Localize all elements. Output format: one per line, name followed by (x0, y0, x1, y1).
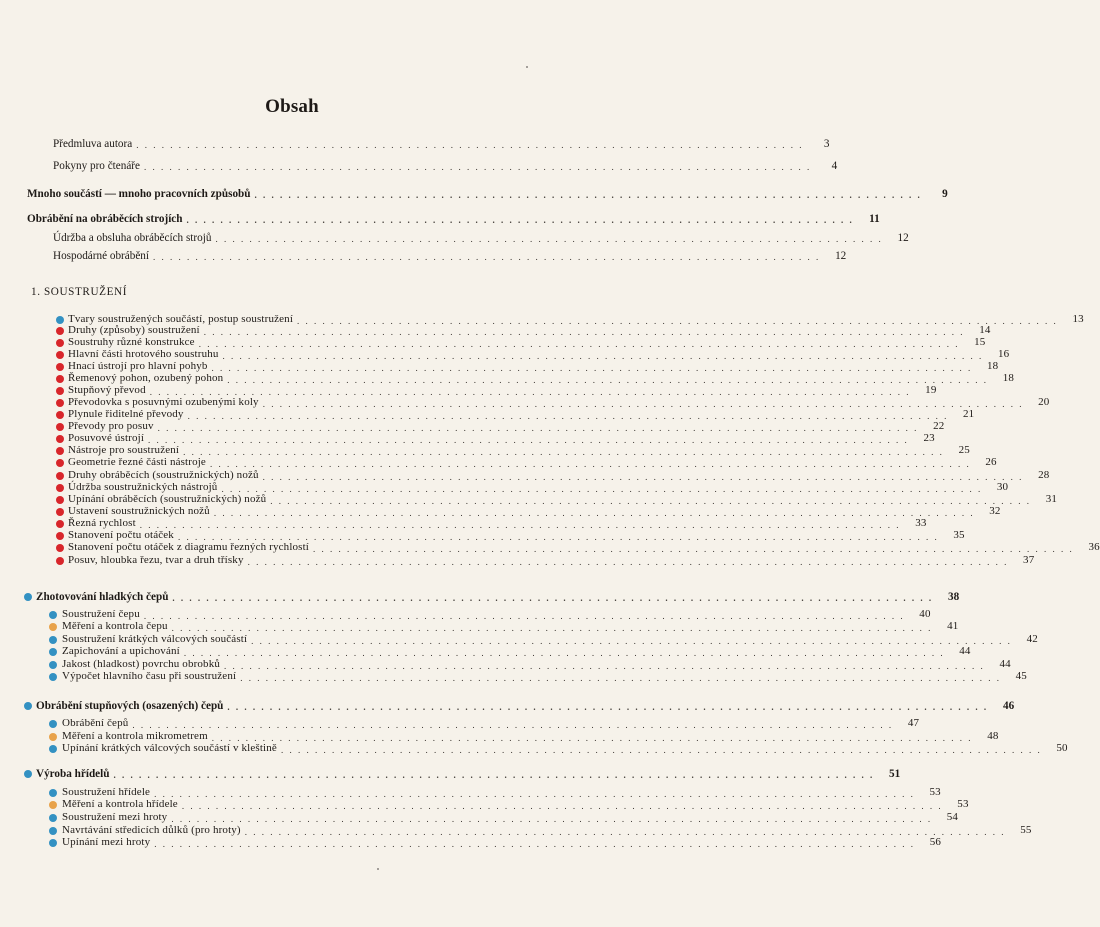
toc-entry[interactable] (68, 554, 1035, 567)
bullet-dot-icon (24, 702, 32, 710)
dot-leader: . . . . . . . . . . . . . . . . . . . . . . . . . . . . . . . . . . . . . . . . . . . . . . . . . . . . . . . . . . . . . . . . . . . . . . . . . . . . . . . . . . . . . . . . . . (177, 531, 939, 542)
toc-entry-page: 53 (929, 786, 941, 798)
toc-entry-label: Upínání krátkých válcových součástí v kleštině (62, 742, 277, 754)
bullet-dot-icon (49, 611, 57, 619)
toc-entry-page: 50 (1056, 742, 1068, 754)
toc-entry-page: 30 (996, 481, 1009, 493)
toc-entry-label: Soustružení hřídele (62, 786, 151, 798)
toc-entry-label: Zhotovování hladkých čepů (36, 591, 169, 603)
toc-entry-label: Hlavní části hrotového soustruhu (68, 348, 219, 360)
toc-entry-label: Převodovka s posuvnými ozubenými koly (68, 396, 259, 408)
toc-entry-label: Soustružení krátkých válcových součástí (62, 633, 248, 645)
dot-leader: . . . . . . . . . . . . . . . . . . . . . . . . . . . . . . . . . . . . . . . . . . . . . . . . . . . . . . . . . . . . . . . . . . . . . . . . . . . . . . . . . . . . . . . . . . (154, 788, 915, 799)
toc-entry-label: Výpočet hlavního času při soustružení (62, 670, 237, 682)
toc-entry-label: Upínání mezi hroty (62, 836, 151, 848)
toc-entry-page: 54 (946, 811, 959, 823)
bullet-dot-icon (56, 544, 64, 552)
toc-entry[interactable] (53, 160, 838, 172)
dot-leader: . . . . . . . . . . . . . . . . . . . . . . . . . . . . . . . . . . . . . . . . . . . . . . . . . . . . . . . . . . . . . . . . . . . . . . . . . . . . . . . . . . . . . . . . . . (211, 732, 973, 743)
bullet-dot-icon (49, 789, 57, 797)
print-speck (377, 868, 379, 870)
bullet-dot-icon (56, 375, 64, 383)
dot-leader: . . . . . . . . . . . . . . . . . . . . . . . . . . . . . . . . . . . . . . . . . . . . . . . . . . . . . . . . . . . . . . . . . . . . . . . . . . . . . . . . . . . . . . . . . . (203, 326, 965, 337)
dot-leader: . . . . . . . . . . . . . . . . . . . . . . . . . . . . . . . . . . . . . . . . . . . . . . . . . . . . . . . . . . . . . . . . . . . . . . . . . . . . . . . . . . . . . . . . . . (280, 744, 1042, 755)
dot-leader: . . . . . . . . . . . . . . . . . . . . . . . . . . . . . . . . . . . . . . . . . . . . . . . . . . . . . . . . . . . . . . . . . . . . . . . . . . . . . . . . . . . . . . . . . . (227, 374, 989, 385)
toc-entry[interactable] (68, 408, 975, 421)
toc-entry-label: Tvary soustružených součástí, postup soustružení (68, 313, 294, 325)
toc-entry-label: Hospodárné obrábění (53, 250, 149, 262)
toc-entry[interactable] (62, 645, 971, 658)
bullet-dot-icon (56, 472, 64, 480)
toc-entry-label: Stanovení počtu otáček z diagramu řezných rychlostí (68, 541, 310, 553)
toc-entry-label: Soustružení čepu (62, 608, 140, 620)
toc-entry[interactable] (62, 742, 1068, 755)
toc-entry[interactable] (62, 658, 1011, 671)
toc-entry[interactable] (36, 768, 901, 780)
bullet-dot-icon (49, 827, 57, 835)
toc-entry-page: 4 (831, 160, 838, 172)
toc-entry-page: 23 (923, 432, 935, 444)
toc-entry[interactable] (53, 232, 909, 244)
toc-entry[interactable] (68, 529, 965, 542)
toc-entry-page: 53 (957, 798, 969, 810)
bullet-dot-icon (24, 593, 32, 601)
toc-entry[interactable] (68, 324, 991, 337)
toc-entry[interactable] (68, 481, 1009, 494)
toc-entry-page: 13 (1072, 313, 1084, 325)
bullet-dot-icon (49, 839, 57, 847)
toc-entry[interactable] (68, 505, 1001, 518)
bullet-dot-icon (56, 363, 64, 371)
dot-leader: . . . . . . . . . . . . . . . . . . . . . . . . . . . . . . . . . . . . . . . . . . . . . . . . . . . . . . . . . . . . . . . . . . . . . . . . . . . . . . . . . . . . . . . . . . (313, 543, 1074, 554)
bullet-dot-icon (49, 814, 57, 822)
bullet-dot-icon (56, 435, 64, 443)
toc-entry-label: Soustruhy různé konstrukce (68, 336, 195, 348)
toc-entry-page: 21 (963, 408, 975, 420)
toc-entry-label: Předmluva autora (53, 138, 133, 150)
toc-entry[interactable] (68, 372, 1015, 385)
dot-leader: . . . . . . . . . . . . . . . . . . . . . . . . . . . . . . . . . . . . . . . . . . . . . . . . . . . . . . . . . . . . . . . . . . . . . . . . . . . . . . . . . . . . . . . . . . (222, 350, 984, 361)
dot-leader: . . . . . . . . . . . . . . . . . . . . . . . . . . . . . . . . . . . . . . . . . . . . . . . . . . . . . . . . . . . . . . . . . . . . . . . . . . . . . . . . . . . . . . . . . . (221, 483, 983, 494)
toc-entry-label: Měření a kontrola mikrometrem (62, 730, 208, 742)
toc-entry-page: 32 (989, 505, 1001, 517)
bullet-dot-icon (49, 673, 57, 681)
toc-entry[interactable] (68, 541, 1100, 554)
toc-entry-label: Údržba soustružnických nástrojů (68, 481, 218, 493)
toc-entry-page: 12 (897, 232, 909, 244)
toc-entry-label: Obrábění na obráběcích strojích (27, 213, 183, 225)
bullet-dot-icon (49, 623, 57, 631)
toc-entry-label: Obrábění čepů (62, 717, 129, 729)
dot-leader: . . . . . . . . . . . . . . . . . . . . . . . . . . . . . . . . . . . . . . . . . . . . . . . . . . . . . . . . . . . . . . . . . . . . . . . . . . . . . . . . . . . . . . . . . . (172, 593, 934, 603)
bullet-dot-icon (56, 459, 64, 467)
dot-leader: . . . . . . . . . . . . . . . . . . . . . . . . . . . . . . . . . . . . . . . . . . . . . . . . . . . . . . . . . . . . . . . . . . . . . . . . . . . . . . . (153, 252, 821, 262)
toc-entry[interactable] (62, 811, 959, 824)
dot-leader: . . . . . . . . . . . . . . . . . . . . . . . . . . . . . . . . . . . . . . . . . . . . . . . . . . . . . . . . . . . . . . . . . . . . . . . . . . . . . . . . . . . . . . . . . . (270, 495, 1032, 506)
chapter-heading[interactable]: 1. SOUSTRUŽENÍ (31, 286, 128, 298)
toc-entry-label: Údržba a obsluha obráběcích strojů (53, 232, 212, 244)
toc-entry-page: 38 (947, 591, 960, 603)
dot-leader: . . . . . . . . . . . . . . . . . . . . . . . . . . . . . . . . . . . . . . . . . . . . . . . . . . . . . . . . . . . . . . . . . . . . . . . . . . . . . . . . . . . . . . . . . . (183, 446, 944, 457)
toc-entry[interactable] (68, 420, 945, 433)
toc-entry-label: Posuv, hloubka řezu, tvar a druh třísky (68, 554, 244, 566)
toc-entry-page: 48 (987, 730, 999, 742)
toc-entry[interactable] (62, 798, 969, 811)
toc-entry-page: 19 (925, 384, 937, 396)
toc-entry[interactable] (68, 384, 937, 397)
toc-entry[interactable] (68, 360, 999, 373)
toc-entry[interactable] (68, 396, 1050, 409)
dot-leader: . . . . . . . . . . . . . . . . . . . . . . . . . . . . . . . . . . . . . . . . . . . . . . . . . . . . . . . . . . . . . . . . . . . . . . . . . . . . . . . . . . . . . . . . . . (183, 647, 945, 658)
toc-entry[interactable] (68, 348, 1010, 361)
toc-entry[interactable] (62, 620, 959, 633)
toc-entry-label: Druhy (způsoby) soustružení (68, 324, 200, 336)
toc-entry-label: Navrtávání středicích důlků (pro hroty) (62, 824, 241, 836)
toc-entry-page: 35 (953, 529, 965, 541)
bullet-dot-icon (56, 447, 64, 455)
toc-entry-label: Obrábění stupňových (osazených) čepů (36, 700, 224, 712)
toc-entry-page: 14 (979, 324, 991, 336)
bullet-dot-icon (49, 648, 57, 656)
dot-leader: . . . . . . . . . . . . . . . . . . . . . . . . . . . . . . . . . . . . . . . . . . . . . . . . . . . . . . . . . . . . . . . . . . . . . . . . . . . . . . . . . . . . . . . . . . (211, 362, 973, 373)
dot-leader: . . . . . . . . . . . . . . . . . . . . . . . . . . . . . . . . . . . . . . . . . . . . . . . . . . . . . . . . . . . . . . . . . . . . . . . . . . . . . . . . . . . . . . . . . . (132, 719, 894, 730)
dot-leader: . . . . . . . . . . . . . . . . . . . . . . . . . . . . . . . . . . . . . . . . . . . . . . . . . . . . . . . . . . . . . . . . . . . . . . . . . . . . . . . (186, 215, 854, 225)
toc-entry-label: Řezná rychlost (68, 517, 136, 529)
bullet-dot-icon (56, 532, 64, 540)
dot-leader: . . . . . . . . . . . . . . . . . . . . . . . . . . . . . . . . . . . . . . . . . . . . . . . . . . . . . . . . . . . . . . . . . . . . . . . . . . . . . . . . . . . . . . . . . . (157, 422, 919, 433)
bullet-dot-icon (56, 411, 64, 419)
bullet-dot-icon (49, 636, 57, 644)
toc-entry-page: 22 (933, 420, 945, 432)
toc-entry-label: Geometrie řezné části nástroje (68, 456, 206, 468)
dot-leader: . . . . . . . . . . . . . . . . . . . . . . . . . . . . . . . . . . . . . . . . . . . . . . . . . . . . . . . . . . . . . . . . . . . . . . . . . . . . . . . . . . . . . . . . . . (154, 838, 915, 849)
toc-entry[interactable] (36, 591, 960, 603)
toc-entry-page: 55 (1020, 824, 1032, 836)
toc-entry-label: Výroba hřídelů (36, 768, 110, 780)
toc-entry-label: Pokyny pro čtenáře (53, 160, 140, 172)
toc-entry-label: Zapichování a upichování (62, 645, 180, 657)
toc-entry[interactable] (68, 336, 986, 349)
toc-entry-page: 47 (907, 717, 920, 729)
toc-entry-page: 42 (1026, 633, 1038, 645)
toc-entry-page: 18 (1002, 372, 1015, 384)
toc-entry[interactable] (62, 786, 941, 799)
bullet-dot-icon (56, 351, 64, 359)
bullet-dot-icon (56, 339, 64, 347)
bullet-dot-icon (56, 484, 64, 492)
toc-entry[interactable] (68, 444, 970, 457)
bullet-dot-icon (56, 520, 64, 528)
toc-entry-page: 20 (1038, 396, 1050, 408)
toc-entry-label: Upínání obráběcích (soustružnických) nožů (68, 493, 267, 505)
dot-leader: . . . . . . . . . . . . . . . . . . . . . . . . . . . . . . . . . . . . . . . . . . . . . . . . . . . . . . . . . . . . . . . . . . . . . . . . . . . . . . . . . . . . . . . . . . (143, 610, 905, 621)
toc-entry[interactable] (62, 836, 941, 849)
toc-entry-page: 44 (999, 658, 1011, 670)
dot-leader: . . . . . . . . . . . . . . . . . . . . . . . . . . . . . . . . . . . . . . . . . . . . . . . . . . . . . . . . . . . . . . . . . . . . . . . . . . . . . . . . . . . . . . . . . . (224, 660, 985, 671)
dot-leader: . . . . . . . . . . . . . . . . . . . . . . . . . . . . . . . . . . . . . . . . . . . . . . . . . . . . . . . . . . . . . . . . . . . . . . . . . . . . . . . . . . . . . . . . . . (251, 635, 1012, 646)
toc-entry[interactable] (68, 469, 1050, 482)
toc-entry[interactable] (27, 188, 948, 200)
toc-entry-page: 11 (869, 213, 880, 225)
dot-leader: . . . . . . . . . . . . . . . . . . . . . . . . . . . . . . . . . . . . . . . . . . . . . . . . . . . . . . . . . . . . . . . . . . . . . . . . . . . . . . . . . . . . . . . . . . (198, 338, 960, 349)
dot-leader: . . . . . . . . . . . . . . . . . . . . . . . . . . . . . . . . . . . . . . . . . . . . . . . . . . . . . . . . . . . . . . . . . . . . . . . . . . . . . . . . . . . . . . . . . . (262, 398, 1024, 409)
bullet-dot-icon (56, 508, 64, 516)
toc-entry-page: 16 (997, 348, 1010, 360)
toc-entry-page: 9 (942, 188, 948, 200)
toc-entry-page: 3 (823, 138, 830, 150)
toc-entry-label: Mnoho součástí — mnoho pracovních způsobů (27, 188, 251, 200)
bullet-dot-icon (56, 399, 64, 407)
dot-leader: . . . . . . . . . . . . . . . . . . . . . . . . . . . . . . . . . . . . . . . . . . . . . . . . . . . . . . . . . . . . . . . . . . . . . . . . . . . . . . . (136, 140, 804, 150)
toc-entry-label: Nástroje pro soustružení (68, 444, 180, 456)
toc-entry-label: Druhy obráběcích (soustružnických) nožů (68, 469, 259, 481)
toc-entry-page: 26 (985, 456, 997, 468)
toc-entry-page: 51 (889, 768, 901, 780)
toc-entry-page: 31 (1045, 493, 1058, 505)
toc-entry-label: Převody pro posuv (68, 420, 154, 432)
dot-leader: . . . . . . . . . . . . . . . . . . . . . . . . . . . . . . . . . . . . . . . . . . . . . . . . . . . . . . . . . . . . . . . . . . . . . . . . . . . . . . . . . . . . . . . . . . (213, 507, 975, 518)
toc-entry[interactable] (68, 493, 1058, 506)
dot-leader: . . . . . . . . . . . . . . . . . . . . . . . . . . . . . . . . . . . . . . . . . . . . . . . . . . . . . . . . . . . . . . . . . . . . . . . . . . . . . . . . . . . . . . . . . . (240, 672, 1001, 683)
toc-entry[interactable] (62, 717, 920, 730)
toc-entry-page: 15 (974, 336, 986, 348)
bullet-dot-icon (56, 557, 64, 565)
toc-entry-page: 46 (1002, 700, 1015, 712)
toc-entry[interactable] (62, 670, 1027, 683)
toc-entry-page: 36 (1088, 541, 1100, 553)
dot-leader: . . . . . . . . . . . . . . . . . . . . . . . . . . . . . . . . . . . . . . . . . . . . . . . . . . . . . . . . . . . . . . . . . . . . . . . . . . . . . . . . . . . . . . . . . . (148, 434, 909, 445)
bullet-dot-icon (56, 423, 64, 431)
toc-entry-page: 18 (986, 360, 999, 372)
toc-entry-page: 41 (947, 620, 959, 632)
dot-leader: . . . . . . . . . . . . . . . . . . . . . . . . . . . . . . . . . . . . . . . . . . . . . . . . . . . . . . . . . . . . . . . . . . . . . . . . . . . . . . . . . . . . . . . . . . (181, 800, 943, 811)
dot-leader: . . . . . . . . . . . . . . . . . . . . . . . . . . . . . . . . . . . . . . . . . . . . . . . . . . . . . . . . . . . . . . . . . . . . . . . . . . . . . . . . . . . . . . . . . . (171, 813, 933, 824)
toc-entry[interactable] (62, 824, 1032, 837)
toc-entry-label: Ustavení soustružnických nožů (68, 505, 210, 517)
toc-entry[interactable] (53, 138, 830, 150)
dot-leader: . . . . . . . . . . . . . . . . . . . . . . . . . . . . . . . . . . . . . . . . . . . . . . . . . . . . . . . . . . . . . . . . . . . . . . . . . . . . . . . . . . . . . . . . . . (244, 826, 1006, 837)
dot-leader: . . . . . . . . . . . . . . . . . . . . . . . . . . . . . . . . . . . . . . . . . . . . . . . . . . . . . . . . . . . . . . . . . . . . . . . . . . . . . . . (144, 162, 812, 172)
toc-entry-label: Měření a kontrola čepu (62, 620, 168, 632)
toc-entry-page: 40 (919, 608, 931, 620)
toc-entry[interactable] (68, 517, 927, 530)
toc-entry[interactable] (53, 250, 847, 262)
toc-entry-page: 37 (1023, 554, 1035, 566)
dot-leader: . . . . . . . . . . . . . . . . . . . . . . . . . . . . . . . . . . . . . . . . . . . . . . . . . . . . . . . . . . . . . . . . . . . . . . . . . . . . . . . . . . . . . . . . . . (149, 386, 911, 397)
dot-leader: . . . . . . . . . . . . . . . . . . . . . . . . . . . . . . . . . . . . . . . . . . . . . . . . . . . . . . . . . . . . . . . . . . . . . . . . . . . . . . . . . . . . . . . . . . (171, 622, 933, 633)
bullet-dot-icon (56, 316, 64, 324)
bullet-dot-icon (56, 327, 64, 335)
bullet-dot-icon (56, 387, 64, 395)
toc-entry[interactable] (62, 730, 999, 743)
dot-leader: . . . . . . . . . . . . . . . . . . . . . . . . . . . . . . . . . . . . . . . . . . . . . . . . . . . . . . . . . . . . . . . . . . . . . . . . . . . . . . . . . . . . . . . . . . (113, 770, 875, 780)
bullet-dot-icon (56, 496, 64, 504)
bullet-dot-icon (49, 745, 57, 753)
toc-entry-label: Měření a kontrola hřídele (62, 798, 178, 810)
toc-entry-page: 12 (835, 250, 847, 262)
toc-entry-page: 28 (1038, 469, 1050, 481)
toc-entry[interactable] (68, 456, 997, 469)
toc-entry-label: Plynule řiditelné převody (68, 408, 184, 420)
page-title: Obsah (265, 96, 319, 117)
dot-leader: . . . . . . . . . . . . . . . . . . . . . . . . . . . . . . . . . . . . . . . . . . . . . . . . . . . . . . . . . . . . . . . . . . . . . . . . . . . . . . . (254, 190, 922, 200)
toc-entry-page: 25 (958, 444, 970, 456)
dot-leader: . . . . . . . . . . . . . . . . . . . . . . . . . . . . . . . . . . . . . . . . . . . . . . . . . . . . . . . . . . . . . . . . . . . . . . . . . . . . . . . . . . . . . . . . . . (139, 519, 901, 530)
toc-entry-page: 45 (1015, 670, 1027, 682)
toc-entry[interactable] (62, 608, 931, 621)
toc-entry-label: Stanovení počtu otáček (68, 529, 174, 541)
toc-entry-label: Soustružení mezi hroty (62, 811, 168, 823)
toc-entry-page: 44 (959, 645, 971, 657)
toc-entry-page: 33 (915, 517, 927, 529)
toc-entry[interactable] (68, 432, 935, 445)
dot-leader: . . . . . . . . . . . . . . . . . . . . . . . . . . . . . . . . . . . . . . . . . . . . . . . . . . . . . . . . . . . . . . . . . . . . . . . . . . . . . . . . . . . . . . . . . . (247, 556, 1009, 567)
bullet-dot-icon (49, 661, 57, 669)
toc-entry-label: Posuvové ústrojí (68, 432, 145, 444)
toc-entry-page: 56 (929, 836, 941, 848)
dot-leader: . . . . . . . . . . . . . . . . . . . . . . . . . . . . . . . . . . . . . . . . . . . . . . . . . . . . . . . . . . . . . . . . . . . . . . . . . . . . . . . . . . . . . . . . . . (227, 702, 989, 712)
bullet-dot-icon (49, 801, 57, 809)
dot-leader: . . . . . . . . . . . . . . . . . . . . . . . . . . . . . . . . . . . . . . . . . . . . . . . . . . . . . . . . . . . . . . . . . . . . . . . . . . . . . . . . . . . . . . . . . . (187, 410, 949, 421)
print-speck (526, 66, 528, 68)
toc-entry[interactable] (62, 633, 1038, 646)
toc-entry[interactable] (36, 700, 1015, 712)
dot-leader: . . . . . . . . . . . . . . . . . . . . . . . . . . . . . . . . . . . . . . . . . . . . . . . . . . . . . . . . . . . . . . . . . . . . . . . . . . . . . . . (215, 234, 883, 244)
bullet-dot-icon (24, 770, 32, 778)
toc-entry-label: Jakost (hladkost) povrchu obrobků (62, 658, 221, 670)
dot-leader: . . . . . . . . . . . . . . . . . . . . . . . . . . . . . . . . . . . . . . . . . . . . . . . . . . . . . . . . . . . . . . . . . . . . . . . . . . . . . . . . . . . . . . . . . . (262, 471, 1024, 482)
toc-entry[interactable] (27, 213, 880, 225)
dot-leader: . . . . . . . . . . . . . . . . . . . . . . . . . . . . . . . . . . . . . . . . . . . . . . . . . . . . . . . . . . . . . . . . . . . . . . . . . . . . . . . . . . . . . . . . . . (209, 458, 971, 469)
toc-entry-label: Řemenový pohon, ozubený pohon (68, 372, 224, 384)
dot-leader: . . . . . . . . . . . . . . . . . . . . . . . . . . . . . . . . . . . . . . . . . . . . . . . . . . . . . . . . . . . . . . . . . . . . . . . . . . . . . . . . . . . . . . . . . . (297, 315, 1058, 326)
bullet-dot-icon (49, 720, 57, 728)
bullet-dot-icon (49, 733, 57, 741)
toc-entry-label: Stupňový převod (68, 384, 146, 396)
toc-entry-label: Hnací ústrojí pro hlavní pohyb (68, 360, 208, 372)
